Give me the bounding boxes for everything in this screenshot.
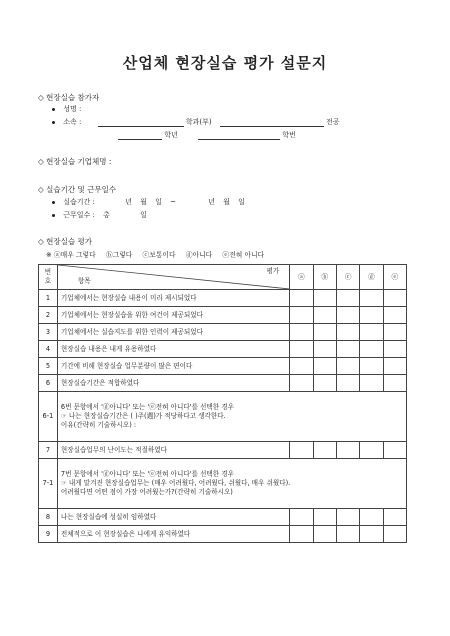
rating-cell[interactable] — [336, 375, 359, 392]
period-line — [52, 197, 245, 207]
dept-field[interactable] — [98, 118, 184, 127]
scale-option: ⓑ그렇다 — [105, 251, 133, 259]
rating-cell[interactable] — [336, 358, 359, 375]
days-label: 근무일수 : — [63, 211, 95, 219]
major-label: 전공 — [326, 118, 340, 126]
bullet-icon — [52, 121, 55, 124]
rating-cell[interactable] — [313, 324, 336, 341]
row-number: 8 — [39, 509, 58, 526]
rating-cell[interactable] — [313, 442, 336, 459]
rating-cell[interactable] — [336, 509, 359, 526]
affiliation-label: 소속 : — [63, 118, 82, 126]
days-total: 총 — [103, 211, 110, 219]
rating-cell[interactable] — [360, 526, 383, 543]
rating-cell[interactable] — [360, 341, 383, 358]
row-text: 현장실습업무의 난이도는 적절하였다 — [57, 442, 289, 459]
rating-cell[interactable] — [290, 509, 313, 526]
row-number: 4 — [39, 341, 58, 358]
rating-cell[interactable] — [336, 526, 359, 543]
table-row — [39, 324, 407, 341]
rating-cell[interactable] — [290, 442, 313, 459]
evaluation-table — [38, 264, 407, 543]
rating-cell[interactable] — [336, 290, 359, 307]
rating-cell[interactable] — [383, 526, 406, 543]
period-from: 년 월 일 ~ — [125, 198, 176, 206]
rating-cell[interactable] — [383, 375, 406, 392]
table-row-followup — [39, 392, 407, 442]
rating-cell[interactable] — [336, 442, 359, 459]
rating-cell[interactable] — [360, 324, 383, 341]
rating-cell[interactable] — [360, 509, 383, 526]
header-diagonal-cell — [57, 265, 289, 290]
dept-label: 학과(부) — [185, 118, 212, 126]
year-line — [118, 130, 296, 140]
period-heading: ◇ 실습기간 및 근무일수 — [38, 185, 117, 194]
rating-cell[interactable] — [360, 375, 383, 392]
year-label: 학년 — [164, 131, 178, 139]
row-number: 1 — [39, 290, 58, 307]
days-unit: 일 — [140, 211, 147, 219]
table-row — [39, 358, 407, 375]
rating-cell[interactable] — [336, 324, 359, 341]
followup-line: 어려웠다면 어떤 점이 가장 어려웠는가?(간략히 기술하시오) — [60, 488, 233, 496]
table-row-followup — [39, 459, 407, 509]
affiliation-line — [52, 117, 340, 127]
row-text: 기간에 비해 현장실습 업무분량이 많은 편이다 — [57, 358, 289, 375]
rating-cell[interactable] — [313, 375, 336, 392]
rating-cell[interactable] — [336, 307, 359, 324]
rating-cell[interactable] — [360, 358, 383, 375]
header-rating-a: ⓐ — [290, 265, 313, 290]
table-row — [39, 442, 407, 459]
scale-option: ⓒ보통이다 — [142, 251, 176, 259]
row-number: 5 — [39, 358, 58, 375]
rating-cell[interactable] — [383, 307, 406, 324]
row-text: 전체적으로 이 현장실습은 나에게 유익하였다 — [57, 526, 289, 543]
row-number: 6 — [39, 375, 58, 392]
rating-cell[interactable] — [290, 290, 313, 307]
row-number: 3 — [39, 324, 58, 341]
header-item: 항목 — [77, 277, 91, 285]
rating-cell[interactable] — [313, 358, 336, 375]
table-row — [39, 307, 407, 324]
row-number: 7-1 — [39, 459, 58, 509]
period-label: 실습기간 : — [63, 198, 95, 206]
header-rating-e: ⓔ — [383, 265, 406, 290]
table-row — [39, 526, 407, 543]
rating-cell[interactable] — [313, 341, 336, 358]
followup-line: ☞ 나는 현장실습기간은 ( )주(週)가 적당하다고 생각한다. — [60, 412, 226, 420]
scale-option: ⓓ아니다 — [185, 251, 213, 259]
row-number: 9 — [39, 526, 58, 543]
rating-cell[interactable] — [383, 442, 406, 459]
rating-cell[interactable] — [383, 509, 406, 526]
major-field[interactable] — [220, 118, 324, 127]
participant-heading: ◇ 현장실습 참가자 — [38, 93, 100, 102]
name-line — [52, 104, 81, 114]
days-line — [52, 210, 147, 220]
row-text: 기업체에서는 현장실습을 위한 여건이 제공되었다 — [57, 307, 289, 324]
rating-cell[interactable] — [383, 324, 406, 341]
table-row — [39, 290, 407, 307]
rating-cell[interactable] — [313, 290, 336, 307]
rating-cell[interactable] — [290, 358, 313, 375]
row-text: 현장실습 내용은 내게 유용하였다 — [57, 341, 289, 358]
evaluation-heading: ◇ 현장실습 평가 — [38, 237, 93, 246]
scale-option: ⓔ전혀 아니다 — [222, 251, 265, 259]
bullet-icon — [52, 108, 55, 111]
rating-cell[interactable] — [360, 290, 383, 307]
row-number: 6-1 — [39, 392, 58, 442]
row-text: 기업체에서는 실습지도를 위한 인력이 제공되었다 — [57, 324, 289, 341]
rating-cell[interactable] — [290, 526, 313, 543]
rating-cell[interactable] — [383, 341, 406, 358]
rating-cell[interactable] — [290, 341, 313, 358]
diagonal-line — [58, 265, 289, 289]
row-text: 나는 현장실습에 성실히 임하였다 — [57, 509, 289, 526]
rating-cell[interactable] — [313, 509, 336, 526]
period-to: 년 월 일 — [208, 198, 245, 206]
name-label: 성명 : — [63, 105, 82, 113]
student-no-field[interactable] — [198, 131, 280, 140]
followup-line: ☞ 내게 맡겨진 현장실습업무는 (매우 어려웠다, 어려웠다, 쉬웠다, 매우 쉬웠다). — [60, 479, 291, 487]
company-heading: ◇ 현장실습 기업체명 : — [38, 157, 112, 166]
rating-cell[interactable] — [383, 358, 406, 375]
year-field[interactable] — [118, 131, 162, 140]
header-eval: 평가 — [266, 267, 280, 275]
row-number: 7 — [39, 442, 58, 459]
rating-cell[interactable] — [360, 442, 383, 459]
bullet-icon — [52, 214, 55, 217]
header-rating-d: ⓓ — [360, 265, 383, 290]
table-row — [39, 375, 407, 392]
header-rating-b: ⓑ — [313, 265, 336, 290]
header-number: 번호 — [39, 265, 58, 290]
rating-cell[interactable] — [336, 341, 359, 358]
rating-cell[interactable] — [383, 290, 406, 307]
header-rating-c: ⓒ — [336, 265, 359, 290]
rating-cell[interactable] — [290, 375, 313, 392]
rating-cell[interactable] — [313, 526, 336, 543]
row-text: 기업체에서는 현장실습 내용이 미리 제시되었다 — [57, 290, 289, 307]
rating-scale — [46, 249, 272, 259]
student-no-label: 학번 — [282, 131, 296, 139]
bullet-icon — [52, 201, 55, 204]
row-number: 2 — [39, 307, 58, 324]
rating-cell[interactable] — [290, 307, 313, 324]
table-row — [39, 509, 407, 526]
page-title: 산업체 현장실습 평가 설문지 — [122, 54, 328, 72]
scale-option: ※ ⓐ매우 그렇다 — [46, 251, 96, 259]
followup-line: 6번 문항에서 'ⓓ아니다' 또는 'ⓔ전혀 아니다'를 선택한 경우 — [60, 403, 234, 411]
table-row — [39, 341, 407, 358]
rating-cell[interactable] — [290, 324, 313, 341]
followup-line: 이유(간략히 기술하시오) : — [60, 421, 137, 429]
row-text: 현장실습기간은 적합하였다 — [57, 375, 289, 392]
followup-text[interactable] — [57, 392, 406, 442]
followup-text[interactable] — [57, 459, 406, 509]
followup-line: 7번 문항에서 'ⓓ아니다' 또는 'ⓔ전혀 아니다'를 선택한 경우 — [60, 470, 234, 478]
rating-cell[interactable] — [313, 307, 336, 324]
rating-cell[interactable] — [360, 307, 383, 324]
